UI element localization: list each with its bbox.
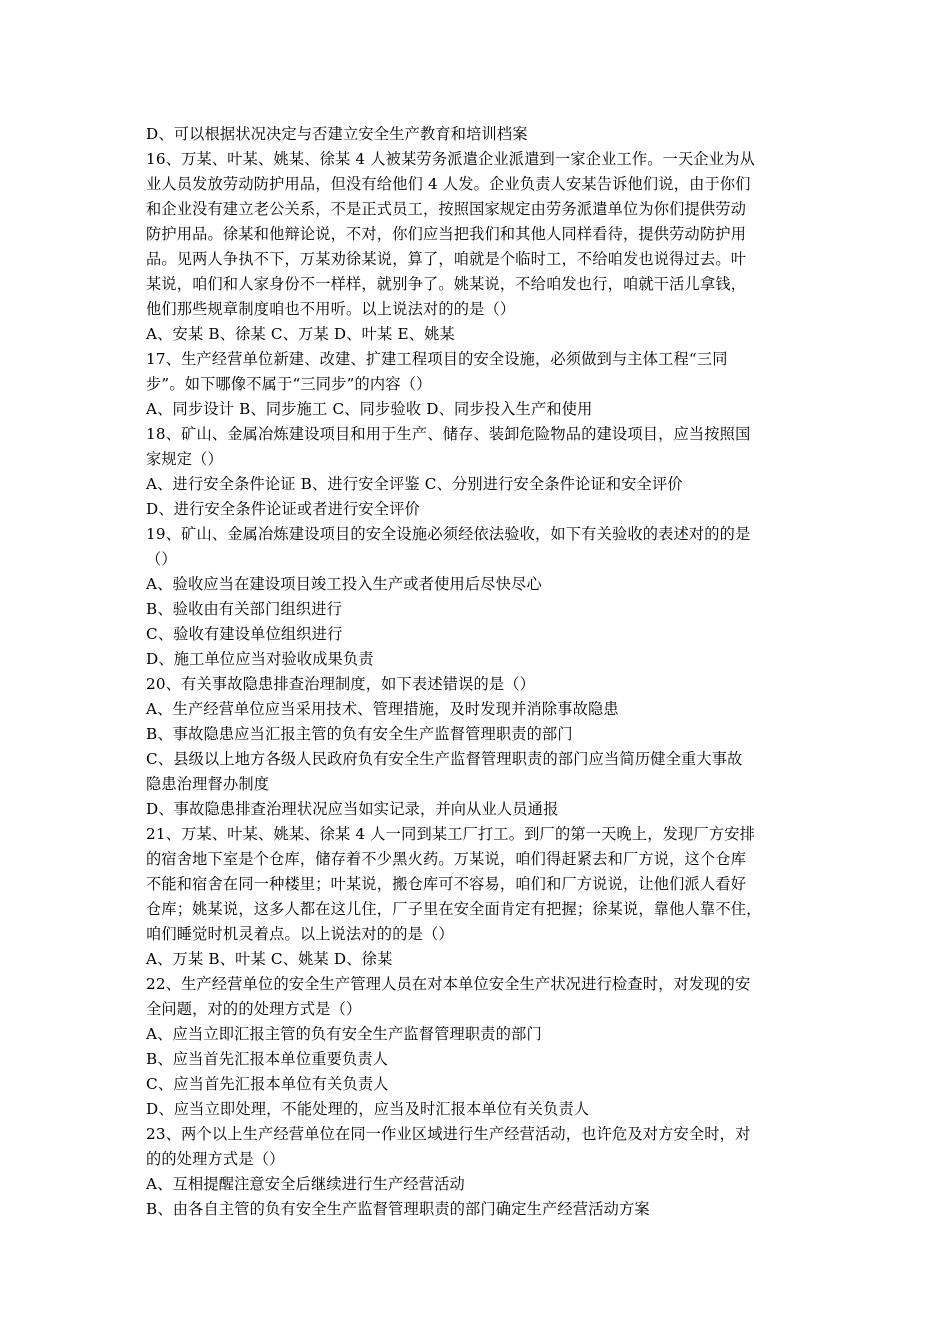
text-line: A、互相提醒注意安全后继续进行生产经营活动: [146, 1175, 465, 1193]
text-line: 17、生产经营单位新建、改建、扩建工程项目的安全设施，必须做到与主体工程“三同: [146, 350, 728, 368]
text-line: 步”。如下哪像不属于“三同步”的内容（）: [146, 375, 432, 393]
text-line: B、验收由有关部门组织进行: [146, 600, 343, 618]
text-line: A、生产经营单位应当采用技术、管理措施，及时发现并消除事故隐患: [146, 700, 619, 718]
text-line: 品。见两人争执不下，万某劝徐某说，算了，咱就是个临时工，不给咱发也说得过去。叶: [146, 250, 747, 268]
text-line: D、应当立即处理，不能处理的，应当及时汇报本单位有关负责人: [146, 1100, 590, 1118]
text-line: 某说，咱们和人家身份不一样样，就别争了。姚某说，不给咱发也行，咱就干活儿拿钱，: [146, 275, 747, 293]
text-line: B、应当首先汇报本单位重要负责人: [146, 1050, 389, 1068]
text-line: A、进行安全条件论证 B、进行安全评鉴 C、分别进行安全条件论证和安全评价: [146, 475, 683, 493]
text-line: C、县级以上地方各级人民政府负有安全生产监督管理职责的部门应当简历健全重大事故: [146, 750, 743, 768]
text-line: （）: [146, 550, 177, 568]
text-line: 全问题，对的的处理方式是（）: [146, 1000, 362, 1018]
text-line: 的宿舍地下室是个仓库，储存着不少黑火药。万某说，咱们得赶紧去和厂方说，这个仓库: [146, 850, 747, 868]
text-line: 23、两个以上生产经营单位在同一作业区域进行生产经营活动，也许危及对方安全时，对: [146, 1125, 751, 1143]
text-line: 和企业没有建立老公关系，不是正式员工，按照国家规定由劳务派遣单位为你们提供劳动: [146, 200, 747, 218]
text-line: D、进行安全条件论证或者进行安全评价: [146, 500, 420, 518]
document-body: [146, 122, 821, 1222]
text-line: B、事故隐患应当汇报主管的负有安全生产监督管理职责的部门: [146, 725, 573, 743]
text-line: 仓库；姚某说，这多人都在这儿住，厂子里在安全面肯定有把握；徐某说，靠他人靠不住，: [146, 900, 762, 918]
text-line: D、可以根据状况决定与否建立安全生产教育和培训档案: [146, 125, 528, 143]
text-line: 19、矿山、金属冶炼建设项目的安全设施必须经依法验收，如下有关验收的表述对的的是: [146, 525, 751, 543]
text-line: A、验收应当在建设项目竣工投入生产或者使用后尽快尽心: [146, 575, 542, 593]
text-line: 20、有关事故隐患排查治理制度，如下表述错误的是（）: [146, 675, 536, 693]
text-line: C、应当首先汇报本单位有关负责人: [146, 1075, 389, 1093]
text-line: A、万某 B、叶某 C、姚某 D、徐某: [146, 950, 393, 968]
text-line: D、施工单位应当对验收成果负责: [146, 650, 374, 668]
text-line: A、同步设计 B、同步施工 C、同步验收 D、同步投入生产和使用: [146, 400, 593, 418]
text-line: 业人员发放劳动防护用品，但没有给他们 4 人发。企业负责人安某告诉他们说，由于你们: [146, 175, 751, 193]
text-line: 咱们睡觉时机灵着点。以上说法对的的是（）: [146, 925, 454, 943]
text-line: 隐患治理督办制度: [146, 775, 270, 793]
text-line: 家规定（）: [146, 450, 223, 468]
text-line: 16、万某、叶某、姚某、徐某 4 人被某劳务派遣企业派遣到一家企业工作。一天企业为从: [146, 150, 755, 168]
text-line: 21、万某、叶某、姚某、徐某 4 人一同到某工厂打工。到厂的第一天晚上，发现厂方安排: [146, 825, 755, 843]
text-line: 18、矿山、金属冶炼建设项目和用于生产、储存、装卸危险物品的建设项目，应当按照国: [146, 425, 751, 443]
text-line: A、应当立即汇报主管的负有安全生产监督管理职责的部门: [146, 1025, 542, 1043]
text-line: D、事故隐患排查治理状况应当如实记录，并向从业人员通报: [146, 800, 559, 818]
text-line: 的的处理方式是（）: [146, 1150, 285, 1168]
text-line: A、安某 B、徐某 C、万某 D、叶某 E、姚某: [146, 325, 455, 343]
text-line: 防护用品。徐某和他辩论说，不对，你们应当把我们和其他人同样看待，提供劳动防护用: [146, 225, 747, 243]
text-line: B、由各自主管的负有安全生产监督管理职责的部门确定生产经营活动方案: [146, 1200, 650, 1218]
text-line: 22、生产经营单位的安全生产管理人员在对本单位安全生产状况进行检查时，对发现的安: [146, 975, 751, 993]
text-line: C、验收有建设单位组织进行: [146, 625, 343, 643]
text-line: 他们那些规章制度咱也不用听。以上说法对的的是（）: [146, 300, 516, 318]
text-line: 不能和宿舍在同一种楼里；叶某说，搬仓库可不容易，咱们和厂方说说，让他们派人看好: [146, 875, 747, 893]
